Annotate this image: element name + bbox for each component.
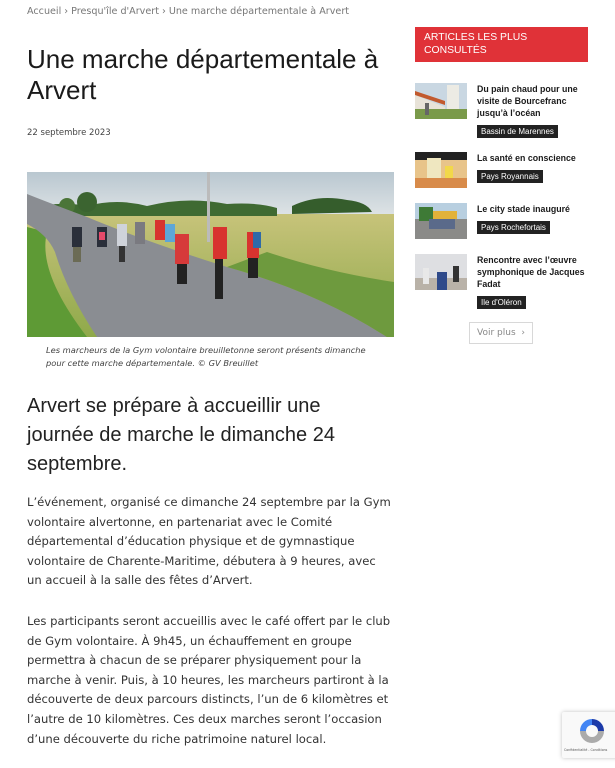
article-headline[interactable]: Le city stade inauguré <box>477 204 570 214</box>
article-thumbnail[interactable] <box>415 254 467 290</box>
breadcrumb-home[interactable]: Accueil <box>27 6 62 17</box>
breadcrumb-current: Une marche départementale à Arvert <box>168 6 350 17</box>
recaptcha-links[interactable]: Confidentialité - Conditions <box>564 748 608 752</box>
recaptcha-badge[interactable] <box>562 712 615 758</box>
recaptcha-logo-icon <box>577 716 607 746</box>
category-tag[interactable]: Pays Rochefortais <box>477 221 550 234</box>
category-tag[interactable]: Bassin de Marennes <box>477 125 558 138</box>
breadcrumb <box>27 6 349 17</box>
chevron-right-icon: › <box>518 328 525 338</box>
page-title: Une marche départementale à Arvert <box>27 44 379 105</box>
article-photo <box>27 172 394 337</box>
article-headline[interactable]: La santé en conscience <box>477 153 576 163</box>
article-thumbnail[interactable] <box>415 83 467 119</box>
article-thumbnail[interactable] <box>415 152 467 188</box>
breadcrumb-section[interactable]: Presqu'île d'Arvert <box>71 6 159 17</box>
article-paragraph: Les participants seront accueillis avec le café offert par le club de Gym volontaire. À 9h45, un échauffement en groupe permettra à chacun de se préparer physiquement pour la marche à venir. Puis, à 10 heures, les marcheurs partiront à la découverte de deux parcours distincts, l’un de 6 kilomètres et l’autre de 10 kilomètres. Ces deux marches seront l’occasion d’une découverte du riche patrimoine naturel local. <box>27 614 391 746</box>
article-thumbnail[interactable] <box>415 203 467 239</box>
breadcrumb-separator: › <box>64 6 69 17</box>
article-subtitle: Arvert se prépare à accueillir une journée de marche le dimanche 24 septembre. <box>27 395 335 475</box>
see-more-label: Voir plus <box>477 328 516 338</box>
photo-caption: Les marcheurs de la Gym volontaire breuilletonne seront présents dimanche pour cette marche départementale. © GV Breuillet <box>46 345 366 368</box>
category-tag[interactable]: Ile d'Oléron <box>477 296 526 309</box>
see-more-button[interactable] <box>469 322 533 344</box>
article-headline[interactable]: Rencontre avec l’œuvre symphonique de Jacques Fadat <box>477 255 585 289</box>
article-headline[interactable]: Du pain chaud pour une visite de Bourcefranc jusqu’à l’océan <box>477 84 578 118</box>
most-read-header: ARTICLES LES PLUS CONSULTÉS <box>415 27 588 62</box>
breadcrumb-separator: › <box>161 6 166 17</box>
article-date: 22 septembre 2023 <box>27 128 111 138</box>
article-paragraph: L’événement, organisé ce dimanche 24 septembre par la Gym volontaire alvertonne, en partenariat avec le Comité départemental d’éducation physique et de gymnastique volontaire de Charente-Maritime, débutera à 9 heures, avec un accueil à la salle des fêtes d’Arvert. <box>27 495 391 588</box>
category-tag[interactable]: Pays Royannais <box>477 170 543 183</box>
